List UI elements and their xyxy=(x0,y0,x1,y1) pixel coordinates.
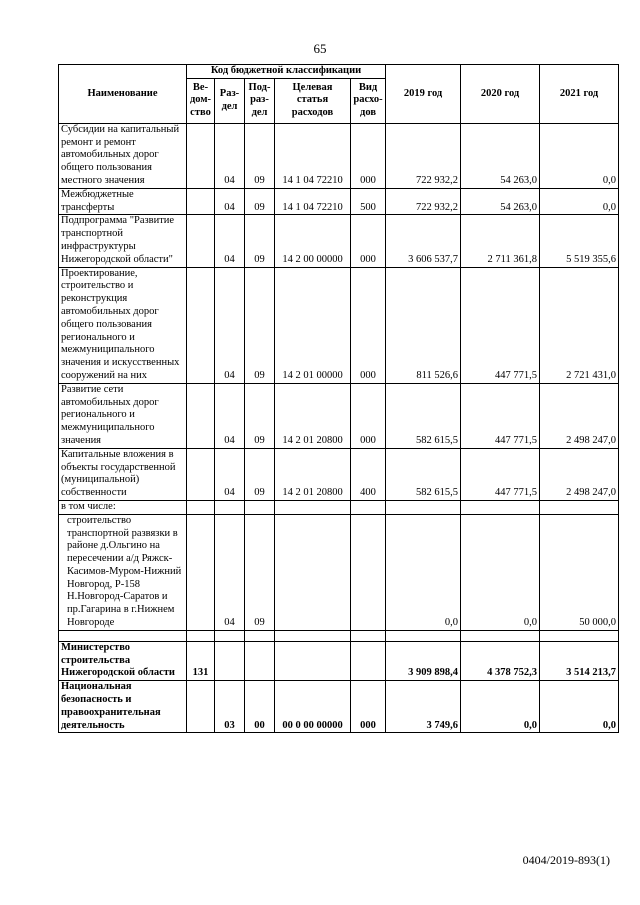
cell-ved xyxy=(187,267,215,383)
cell-cs xyxy=(275,630,351,641)
cell-rz xyxy=(215,641,245,680)
table-row xyxy=(59,448,619,500)
cell-v2021: 0,0 xyxy=(540,123,619,188)
cell-ved xyxy=(187,123,215,188)
cell-pr: 09 xyxy=(245,514,275,630)
cell-v2020: 54 263,0 xyxy=(461,123,540,188)
cell-v2020 xyxy=(461,630,540,641)
cell-name xyxy=(59,630,187,641)
cell-rz: 04 xyxy=(215,188,245,215)
table-row xyxy=(59,641,619,680)
cell-v2021: 50 000,0 xyxy=(540,514,619,630)
table-row xyxy=(59,188,619,215)
cell-v2019: 3 749,6 xyxy=(386,681,461,733)
cell-name: Капитальные вложения в объекты государственной (муниципальной) собственности xyxy=(59,448,187,500)
cell-v2019: 582 615,5 xyxy=(386,448,461,500)
table-header xyxy=(59,65,619,124)
cell-cs: 14 2 00 00000 xyxy=(275,215,351,267)
cell-cs: 14 1 04 72210 xyxy=(275,188,351,215)
cell-rz: 04 xyxy=(215,215,245,267)
header-razdel: Раз-дел xyxy=(215,78,245,123)
header-name: Наименование xyxy=(59,65,187,124)
header-2021: 2021 год xyxy=(540,65,619,124)
cell-name: Межбюджетные трансферты xyxy=(59,188,187,215)
table-row-spacer xyxy=(59,630,619,641)
table-row xyxy=(59,681,619,733)
cell-ved xyxy=(187,514,215,630)
cell-v2019: 722 932,2 xyxy=(386,123,461,188)
cell-ved xyxy=(187,448,215,500)
cell-pr: 09 xyxy=(245,123,275,188)
header-2019: 2019 год xyxy=(386,65,461,124)
table-row xyxy=(59,500,619,514)
cell-rz xyxy=(215,630,245,641)
cell-vr: 000 xyxy=(351,267,386,383)
cell-cs xyxy=(275,514,351,630)
cell-cs xyxy=(275,500,351,514)
cell-ved xyxy=(187,681,215,733)
cell-v2020: 2 711 361,8 xyxy=(461,215,540,267)
cell-vr: 500 xyxy=(351,188,386,215)
cell-cs: 14 2 01 00000 xyxy=(275,267,351,383)
header-code-group: Код бюджетной классификации xyxy=(187,65,386,79)
table-row xyxy=(59,514,619,630)
header-vr: Вид расхо-дов xyxy=(351,78,386,123)
cell-rz: 04 xyxy=(215,123,245,188)
document-code: 0404/2019-893(1) xyxy=(522,853,610,867)
cell-pr: 00 xyxy=(245,681,275,733)
table-row xyxy=(59,123,619,188)
cell-v2021: 2 721 431,0 xyxy=(540,267,619,383)
cell-name: в том числе: xyxy=(59,500,187,514)
cell-ved xyxy=(187,630,215,641)
cell-rz: 04 xyxy=(215,267,245,383)
cell-vr: 400 xyxy=(351,448,386,500)
cell-ved: 131 xyxy=(187,641,215,680)
cell-v2020: 4 378 752,3 xyxy=(461,641,540,680)
table-row xyxy=(59,267,619,383)
header-ved: Ве-дом-ство xyxy=(187,78,215,123)
cell-ved xyxy=(187,215,215,267)
cell-pr: 09 xyxy=(245,188,275,215)
cell-ved xyxy=(187,383,215,448)
cell-v2020: 54 263,0 xyxy=(461,188,540,215)
header-cs: Целевая статья расходов xyxy=(275,78,351,123)
header-podrazdel: Под-раз-дел xyxy=(245,78,275,123)
cell-v2021 xyxy=(540,630,619,641)
cell-pr xyxy=(245,641,275,680)
table-row xyxy=(59,383,619,448)
cell-cs xyxy=(275,641,351,680)
cell-v2021: 0,0 xyxy=(540,188,619,215)
cell-pr: 09 xyxy=(245,383,275,448)
cell-vr: 000 xyxy=(351,123,386,188)
cell-cs: 14 2 01 20800 xyxy=(275,383,351,448)
cell-v2020: 447 771,5 xyxy=(461,448,540,500)
cell-vr xyxy=(351,641,386,680)
page-number: 65 xyxy=(313,41,327,56)
cell-name: Проектирование, строительство и реконструкция автомобильных дорог общего пользования регионального и межмуниципального значения и искусственных сооружений на них xyxy=(59,267,187,383)
cell-vr xyxy=(351,514,386,630)
cell-v2019: 0,0 xyxy=(386,514,461,630)
cell-v2019: 582 615,5 xyxy=(386,383,461,448)
cell-cs: 14 1 04 72210 xyxy=(275,123,351,188)
cell-rz: 04 xyxy=(215,514,245,630)
cell-v2019 xyxy=(386,630,461,641)
cell-v2021 xyxy=(540,500,619,514)
cell-name: Национальная безопасность и правоохранительная деятельность xyxy=(59,681,187,733)
cell-rz xyxy=(215,500,245,514)
header-2020: 2020 год xyxy=(461,65,540,124)
cell-pr: 09 xyxy=(245,448,275,500)
cell-cs: 14 2 01 20800 xyxy=(275,448,351,500)
cell-v2021: 2 498 247,0 xyxy=(540,383,619,448)
cell-vr xyxy=(351,630,386,641)
table-body xyxy=(59,123,619,733)
cell-v2020 xyxy=(461,500,540,514)
cell-vr xyxy=(351,500,386,514)
cell-v2019: 722 932,2 xyxy=(386,188,461,215)
cell-v2020: 447 771,5 xyxy=(461,383,540,448)
cell-ved xyxy=(187,188,215,215)
cell-name: Развитие сети автомобильных дорог регионального и межмуниципального значения xyxy=(59,383,187,448)
cell-name: строительство транспортной развязки в районе д.Ольгино на пересечении а/д Ряжск-Касимов-Муром-Нижний Новгород, Р-158 Н.Новгород-Саратов и пр.Гагарина в г.Нижнем Новгороде xyxy=(59,514,187,630)
cell-v2020: 0,0 xyxy=(461,514,540,630)
cell-vr: 000 xyxy=(351,681,386,733)
cell-v2019 xyxy=(386,500,461,514)
table-row xyxy=(59,215,619,267)
cell-name: Министерство строительства Нижегородской области xyxy=(59,641,187,680)
cell-name: Субсидии на капитальный ремонт и ремонт автомобильных дорог общего пользования местного значения xyxy=(59,123,187,188)
cell-pr: 09 xyxy=(245,215,275,267)
cell-v2021: 0,0 xyxy=(540,681,619,733)
cell-vr: 000 xyxy=(351,383,386,448)
cell-v2019: 3 909 898,4 xyxy=(386,641,461,680)
cell-v2020: 447 771,5 xyxy=(461,267,540,383)
cell-cs: 00 0 00 00000 xyxy=(275,681,351,733)
cell-pr xyxy=(245,630,275,641)
cell-rz: 04 xyxy=(215,448,245,500)
cell-ved xyxy=(187,500,215,514)
cell-pr xyxy=(245,500,275,514)
cell-v2021: 2 498 247,0 xyxy=(540,448,619,500)
cell-rz: 04 xyxy=(215,383,245,448)
cell-v2020: 0,0 xyxy=(461,681,540,733)
cell-v2019: 811 526,6 xyxy=(386,267,461,383)
cell-v2019: 3 606 537,7 xyxy=(386,215,461,267)
cell-rz: 03 xyxy=(215,681,245,733)
budget-table xyxy=(58,64,619,733)
cell-name: Подпрограмма "Развитие транспортной инфраструктуры Нижегородской области" xyxy=(59,215,187,267)
cell-vr: 000 xyxy=(351,215,386,267)
cell-v2021: 5 519 355,6 xyxy=(540,215,619,267)
cell-pr: 09 xyxy=(245,267,275,383)
cell-v2021: 3 514 213,7 xyxy=(540,641,619,680)
